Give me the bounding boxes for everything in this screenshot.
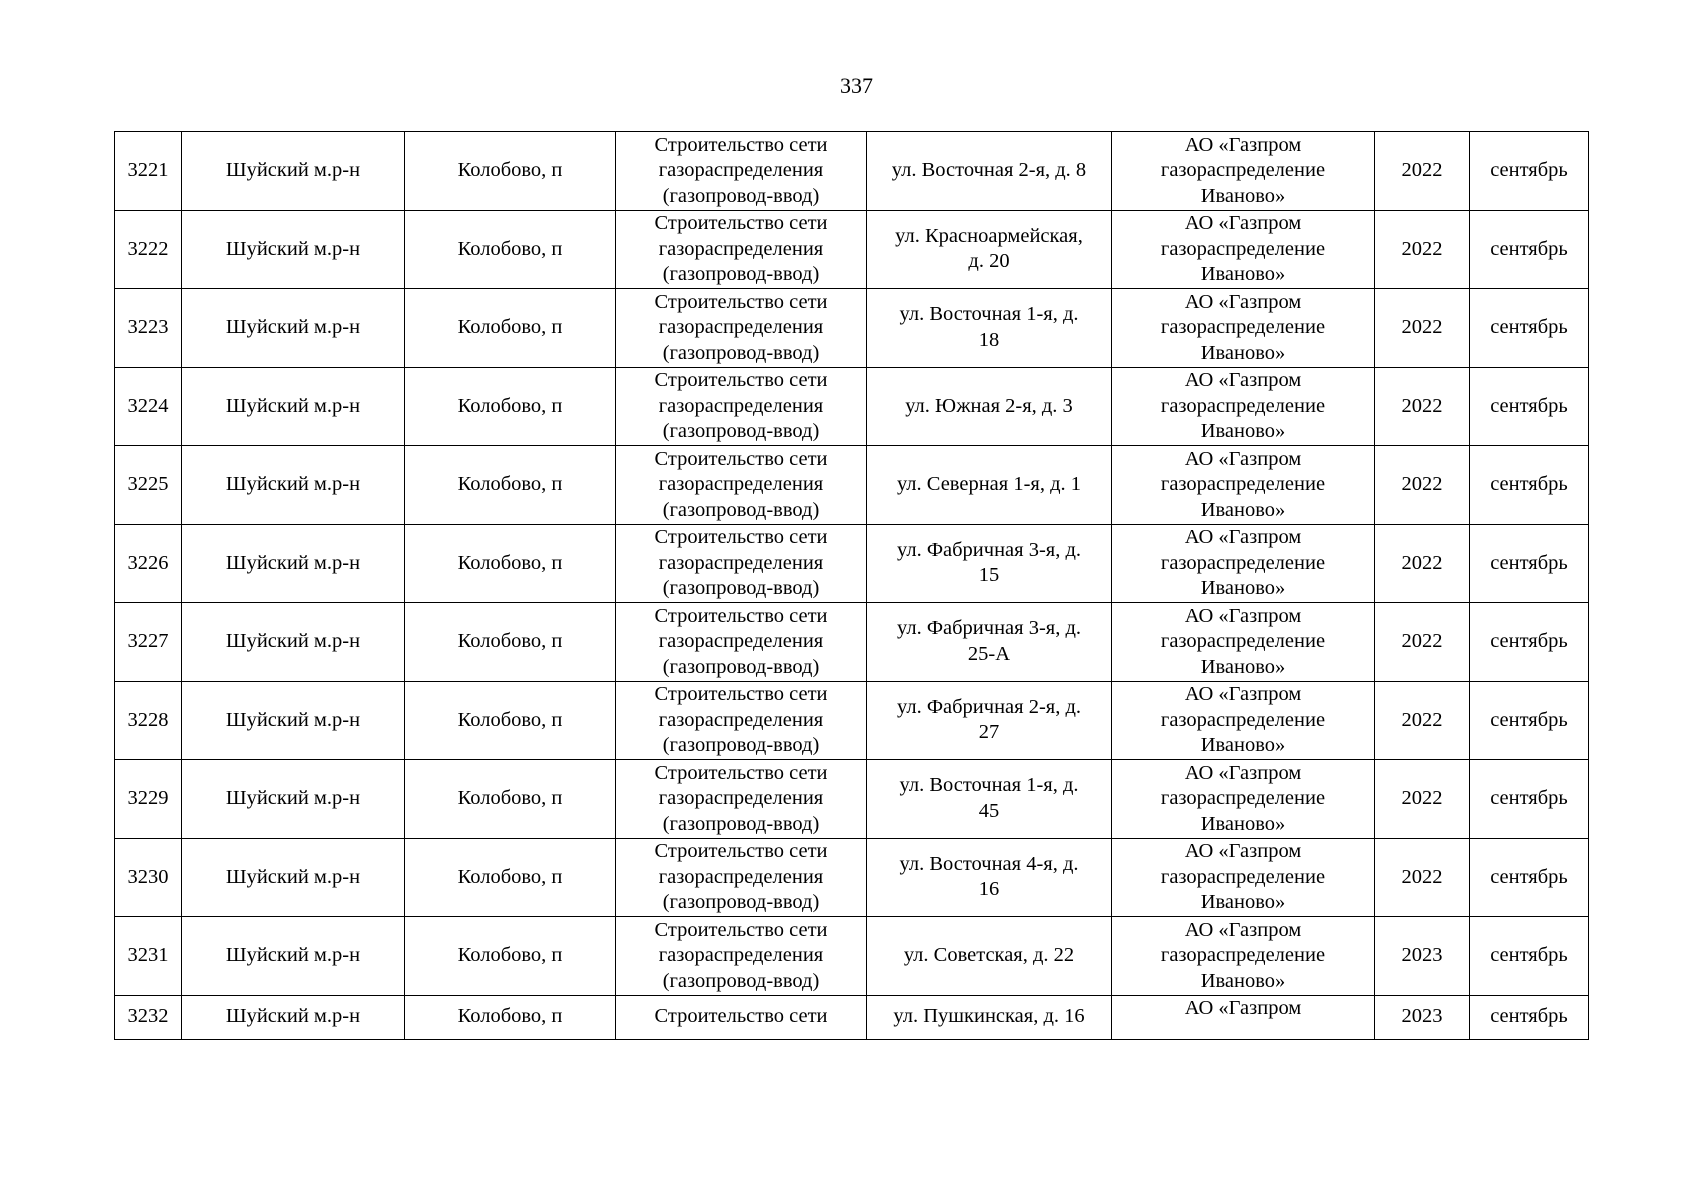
cell-address: [867, 760, 1112, 839]
cell-address-line: ул. Советская, д. 22: [903, 944, 1075, 966]
cell-month: сентябрь: [1470, 524, 1589, 603]
cell-work-type-line: Строительство сети: [654, 604, 828, 627]
cell-month: сентябрь: [1470, 446, 1589, 525]
cell-work-type: [616, 603, 867, 682]
cell-address-line: ул. Северная 1-я, д. 1: [896, 473, 1082, 495]
cell-work-type-line: (газопровод-ввод): [662, 812, 820, 835]
cell-address-line: ул. Восточная 4-я, д.: [899, 852, 1079, 875]
cell-district: Шуйский м.р-н: [182, 210, 405, 289]
cell-organization-line: АО «Газпром: [1184, 133, 1302, 156]
cell-number: 3222: [115, 210, 182, 289]
cell-work-type-line: (газопровод-ввод): [662, 891, 820, 913]
cell-work-type-line: Строительство сети: [654, 133, 828, 156]
cell-organization: [1112, 995, 1375, 1039]
cell-organization-line: Иваново»: [1200, 498, 1286, 521]
cell-address: [867, 995, 1112, 1039]
cell-work-type: [616, 995, 867, 1039]
table-row: [115, 289, 1589, 368]
cell-address: [867, 524, 1112, 603]
cell-organization-line: газораспределение: [1160, 473, 1326, 495]
cell-month: сентябрь: [1470, 760, 1589, 839]
cell-work-type-line: (газопровод-ввод): [662, 655, 820, 678]
cell-year: 2022: [1375, 446, 1470, 525]
cell-address-line: 27: [978, 721, 1000, 744]
cell-work-type: [616, 132, 867, 211]
cell-month: сентябрь: [1470, 995, 1589, 1039]
cell-address-line: 15: [978, 564, 1000, 587]
cell-month: сентябрь: [1470, 289, 1589, 368]
cell-organization: [1112, 524, 1375, 603]
cell-work-type-line: Строительство сети: [654, 683, 828, 705]
cell-year: 2022: [1375, 838, 1470, 917]
cell-organization: [1112, 681, 1375, 760]
cell-work-type-line: газораспределения: [658, 237, 824, 260]
cell-district: Шуйский м.р-н: [182, 524, 405, 603]
cell-district: Шуйский м.р-н: [182, 367, 405, 446]
cell-locality: Колобово, п: [405, 760, 616, 839]
cell-address: [867, 367, 1112, 446]
table-row: [115, 995, 1589, 1039]
cell-locality: Колобово, п: [405, 367, 616, 446]
cell-address-line: 25-А: [967, 642, 1011, 665]
cell-address-line: ул. Пушкинская, д. 16: [893, 1005, 1085, 1028]
cell-organization-line: АО «Газпром: [1184, 996, 1302, 1019]
cell-work-type-line: Строительство сети: [654, 369, 828, 391]
cell-organization: [1112, 367, 1375, 446]
cell-number: 3225: [115, 446, 182, 525]
page-number: 337: [840, 73, 873, 98]
cell-locality: Колобово, п: [405, 446, 616, 525]
cell-work-type-line: (газопровод-ввод): [662, 498, 820, 521]
cell-organization-line: газораспределение: [1160, 865, 1326, 888]
table-row: [115, 367, 1589, 446]
cell-number: 3230: [115, 838, 182, 917]
cell-address: [867, 917, 1112, 996]
cell-organization-line: Иваново»: [1200, 812, 1286, 835]
table-body: [115, 132, 1589, 1040]
cell-number: 3227: [115, 603, 182, 682]
cell-number: 3224: [115, 367, 182, 446]
cell-work-type-line: (газопровод-ввод): [662, 734, 820, 756]
cell-work-type-line: газораспределения: [658, 865, 824, 888]
cell-address: [867, 132, 1112, 211]
cell-address-line: 45: [978, 799, 1000, 822]
cell-number: 3221: [115, 132, 182, 211]
cell-work-type: [616, 917, 867, 996]
cell-month: сентябрь: [1470, 917, 1589, 996]
cell-organization-line: АО «Газпром: [1184, 761, 1302, 784]
cell-address-line: ул. Фабричная 3-я, д.: [896, 617, 1082, 640]
cell-organization-line: газораспределение: [1160, 237, 1326, 260]
cell-district: Шуйский м.р-н: [182, 446, 405, 525]
cell-organization-line: газораспределение: [1160, 159, 1326, 181]
gasification-schedule-table: [114, 131, 1589, 1040]
cell-work-type-line: газораспределения: [658, 630, 824, 652]
table-row: [115, 681, 1589, 760]
cell-work-type: [616, 524, 867, 603]
cell-address: [867, 210, 1112, 289]
cell-organization-line: АО «Газпром: [1184, 918, 1302, 941]
cell-work-type: [616, 838, 867, 917]
cell-district: Шуйский м.р-н: [182, 838, 405, 917]
cell-organization: [1112, 132, 1375, 211]
cell-district: Шуйский м.р-н: [182, 681, 405, 760]
cell-work-type-line: (газопровод-ввод): [662, 263, 820, 285]
cell-work-type: [616, 210, 867, 289]
table-row: [115, 132, 1589, 211]
cell-organization-line: Иваново»: [1200, 891, 1286, 913]
cell-work-type-line: Строительство сети: [654, 212, 828, 234]
cell-organization-line: АО «Газпром: [1184, 290, 1302, 313]
cell-work-type-line: (газопровод-ввод): [662, 969, 820, 992]
cell-address-line: 18: [978, 328, 1000, 351]
cell-organization-line: Иваново»: [1200, 969, 1286, 992]
table-row: [115, 760, 1589, 839]
cell-work-type-line: газораспределения: [658, 473, 824, 495]
cell-locality: Колобово, п: [405, 524, 616, 603]
cell-organization-line: газораспределение: [1160, 316, 1326, 338]
cell-organization-line: Иваново»: [1200, 655, 1286, 678]
cell-year: 2022: [1375, 289, 1470, 368]
cell-number: 3231: [115, 917, 182, 996]
cell-district: Шуйский м.р-н: [182, 760, 405, 839]
cell-address-line: ул. Красноармейская,: [895, 224, 1083, 247]
cell-organization-line: Иваново»: [1200, 184, 1286, 207]
cell-address: [867, 603, 1112, 682]
cell-organization-line: Иваново»: [1200, 420, 1286, 442]
cell-year: 2022: [1375, 132, 1470, 211]
cell-organization-line: Иваново»: [1200, 577, 1286, 599]
cell-organization-line: Иваново»: [1200, 263, 1286, 285]
cell-work-type: [616, 760, 867, 839]
cell-number: 3226: [115, 524, 182, 603]
cell-work-type-line: газораспределения: [658, 944, 824, 966]
cell-work-type-line: Строительство сети: [654, 1005, 828, 1028]
cell-year: 2022: [1375, 681, 1470, 760]
table-row: [115, 446, 1589, 525]
cell-address-line: ул. Фабричная 3-я, д.: [896, 538, 1082, 561]
cell-organization-line: Иваново»: [1200, 734, 1286, 756]
cell-organization-line: газораспределение: [1160, 708, 1326, 731]
cell-work-type-line: газораспределения: [658, 394, 824, 417]
cell-year: 2023: [1375, 995, 1470, 1039]
cell-organization-line: АО «Газпром: [1184, 369, 1302, 391]
cell-organization: [1112, 838, 1375, 917]
cell-organization-line: АО «Газпром: [1184, 526, 1302, 548]
cell-locality: Колобово, п: [405, 603, 616, 682]
cell-district: Шуйский м.р-н: [182, 995, 405, 1039]
cell-locality: Колобово, п: [405, 995, 616, 1039]
cell-work-type-line: (газопровод-ввод): [662, 577, 820, 599]
cell-number: 3228: [115, 681, 182, 760]
cell-address: [867, 838, 1112, 917]
cell-work-type-line: газораспределения: [658, 316, 824, 338]
cell-organization-line: Иваново»: [1200, 341, 1286, 364]
cell-organization-line: АО «Газпром: [1184, 683, 1302, 705]
table-row: [115, 524, 1589, 603]
cell-organization-line: АО «Газпром: [1184, 840, 1302, 862]
cell-organization: [1112, 446, 1375, 525]
cell-year: 2022: [1375, 210, 1470, 289]
cell-organization: [1112, 603, 1375, 682]
cell-year: 2023: [1375, 917, 1470, 996]
cell-address-line: д. 20: [968, 250, 1010, 273]
cell-work-type-line: (газопровод-ввод): [662, 420, 820, 442]
cell-organization-line: газораспределение: [1160, 787, 1326, 809]
cell-organization: [1112, 289, 1375, 368]
cell-number: 3223: [115, 289, 182, 368]
cell-organization: [1112, 760, 1375, 839]
cell-month: сентябрь: [1470, 367, 1589, 446]
cell-address-line: ул. Восточная 1-я, д.: [899, 303, 1079, 326]
cell-organization: [1112, 210, 1375, 289]
cell-address-line: ул. Восточная 1-я, д.: [899, 774, 1079, 797]
cell-address-line: ул. Фабричная 2-я, д.: [896, 695, 1082, 718]
cell-number: 3232: [115, 995, 182, 1039]
cell-locality: Колобово, п: [405, 289, 616, 368]
cell-number: 3229: [115, 760, 182, 839]
cell-year: 2022: [1375, 603, 1470, 682]
cell-month: сентябрь: [1470, 132, 1589, 211]
cell-month: сентябрь: [1470, 838, 1589, 917]
cell-month: сентябрь: [1470, 681, 1589, 760]
cell-work-type-line: газораспределения: [658, 159, 824, 181]
cell-district: Шуйский м.р-н: [182, 917, 405, 996]
cell-work-type: [616, 446, 867, 525]
cell-district: Шуйский м.р-н: [182, 132, 405, 211]
cell-month: сентябрь: [1470, 603, 1589, 682]
cell-work-type-line: газораспределения: [658, 787, 824, 809]
table-row: [115, 210, 1589, 289]
cell-address-line: ул. Южная 2-я, д. 3: [905, 394, 1073, 417]
cell-locality: Колобово, п: [405, 917, 616, 996]
cell-work-type-line: (газопровод-ввод): [662, 184, 820, 207]
cell-organization-line: газораспределение: [1160, 551, 1326, 574]
cell-work-type-line: (газопровод-ввод): [662, 341, 820, 364]
cell-address: [867, 289, 1112, 368]
cell-address: [867, 446, 1112, 525]
cell-address-line: 16: [978, 878, 1000, 901]
cell-year: 2022: [1375, 524, 1470, 603]
cell-work-type-line: газораспределения: [658, 708, 824, 731]
cell-locality: Колобово, п: [405, 132, 616, 211]
cell-organization: [1112, 917, 1375, 996]
table-row: [115, 917, 1589, 996]
table-row: [115, 838, 1589, 917]
cell-work-type-line: Строительство сети: [654, 840, 828, 862]
cell-year: 2022: [1375, 760, 1470, 839]
cell-work-type-line: Строительство сети: [654, 761, 828, 784]
cell-district: Шуйский м.р-н: [182, 289, 405, 368]
cell-locality: Колобово, п: [405, 210, 616, 289]
cell-work-type: [616, 289, 867, 368]
cell-organization-line: АО «Газпром: [1184, 212, 1302, 234]
cell-month: сентябрь: [1470, 210, 1589, 289]
cell-organization-line: газораспределение: [1160, 394, 1326, 417]
cell-organization-line: газораспределение: [1160, 630, 1326, 652]
cell-address-line: ул. Восточная 2-я, д. 8: [891, 159, 1087, 181]
cell-year: 2022: [1375, 367, 1470, 446]
cell-locality: Колобово, п: [405, 681, 616, 760]
table-row: [115, 603, 1589, 682]
cell-work-type: [616, 681, 867, 760]
cell-locality: Колобово, п: [405, 838, 616, 917]
cell-work-type-line: Строительство сети: [654, 526, 828, 548]
cell-organization-line: газораспределение: [1160, 944, 1326, 966]
cell-district: Шуйский м.р-н: [182, 603, 405, 682]
cell-organization-line: АО «Газпром: [1184, 447, 1302, 470]
cell-work-type-line: газораспределения: [658, 551, 824, 574]
cell-organization-line: АО «Газпром: [1184, 604, 1302, 627]
cell-work-type-line: Строительство сети: [654, 447, 828, 470]
cell-work-type: [616, 367, 867, 446]
cell-address: [867, 681, 1112, 760]
cell-work-type-line: Строительство сети: [654, 918, 828, 941]
cell-work-type-line: Строительство сети: [654, 290, 828, 313]
